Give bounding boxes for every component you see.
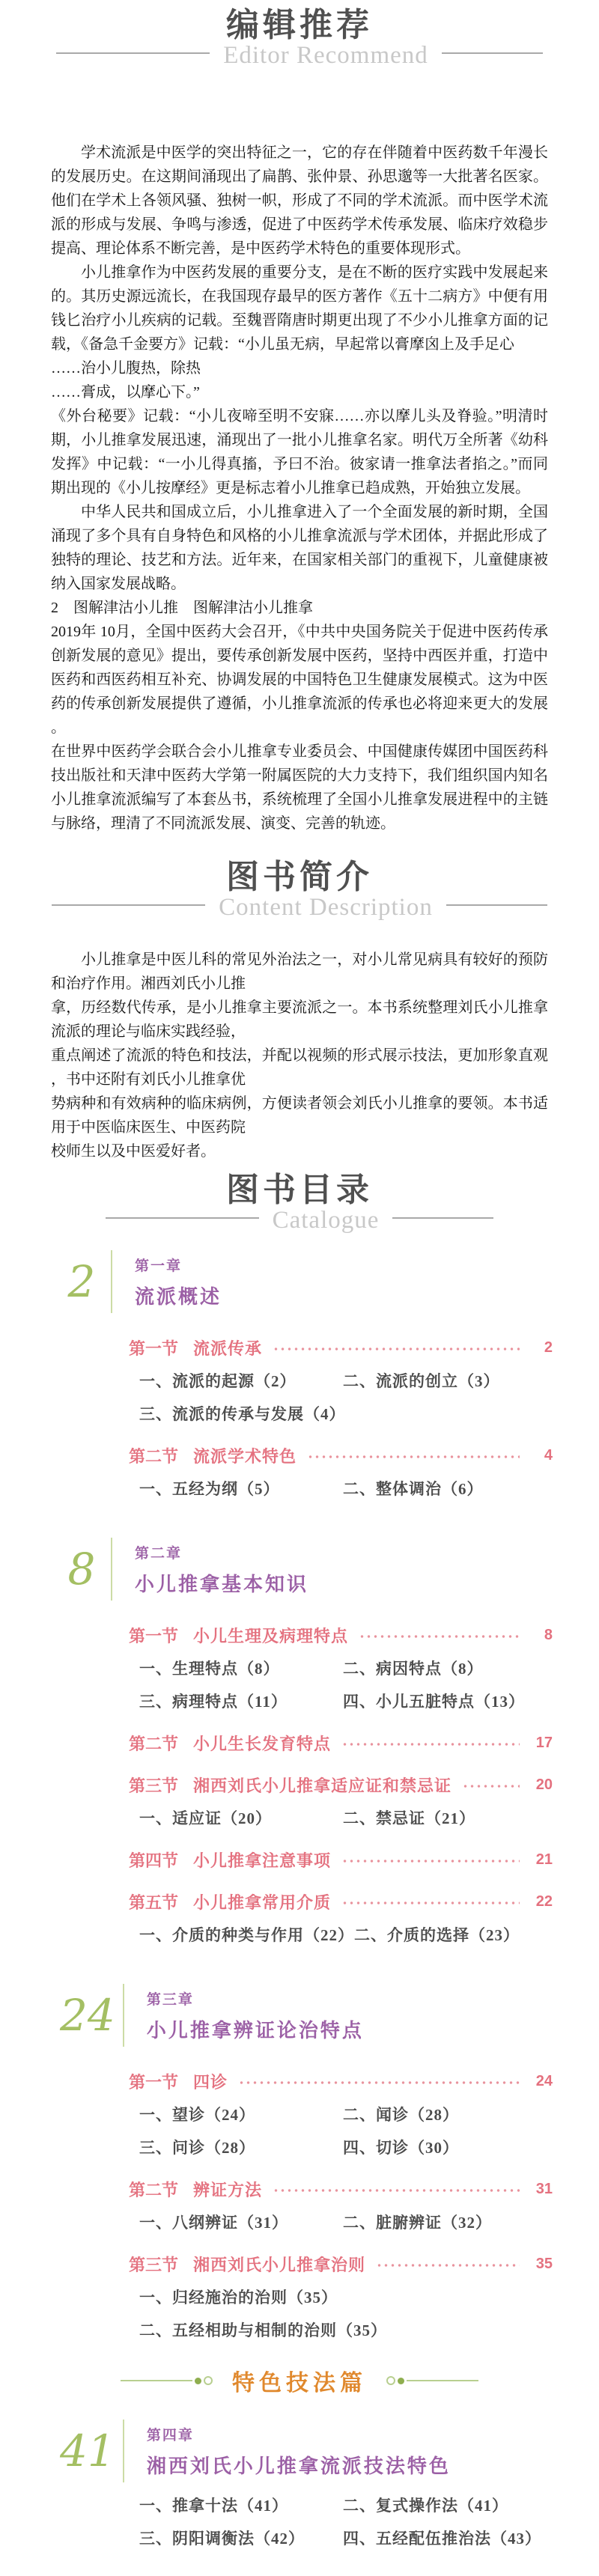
toc-section-row: [129, 1439, 553, 1472]
header-rule-right: [446, 904, 547, 906]
toc-item: 一、归经施治的治则（35）: [139, 2289, 338, 2306]
paragraph: 校师生以及中医爱好者。: [51, 1143, 216, 1160]
toc-section-title: 小儿推拿注意事项: [193, 1851, 332, 1870]
toc-item-row: [139, 2280, 569, 2313]
toc-item: 一、流派的起源（2）: [139, 1372, 297, 1390]
toc-section-title: 湘西刘氏小儿推拿适应证和禁忌证: [193, 1776, 452, 1795]
toc-item: 二、五经相助与相制的治则（35）: [139, 2321, 387, 2339]
paragraph: ……治小儿腹热，除热: [51, 360, 201, 377]
toc-item-row: [139, 2521, 569, 2554]
catalogue-subtitle: Catalogue: [272, 1207, 380, 1234]
toc-item: 二、介质的选择（23）: [354, 1926, 520, 1944]
toc-page-number: 4: [544, 1446, 553, 1464]
chapter-page-number: 41: [60, 2426, 115, 2476]
toc-item: 一、推拿十法（41）: [139, 2497, 288, 2515]
divider-dot-icon: [398, 2378, 404, 2384]
toc-section-number: 第二节: [129, 1446, 179, 1466]
divider-line-left: [121, 2380, 192, 2381]
toc-section-number: 第二节: [129, 1734, 179, 1753]
chapter-page-number: 2: [67, 1256, 96, 1307]
toc-item-row: [139, 1684, 569, 1717]
toc-item-row: [139, 2098, 569, 2131]
toc-chapter-1: [60, 1250, 599, 1313]
paragraph: 中华人民共和国成立后，小儿推拿进入了一个全面发展的新时期，全国涌现了多个具有自身特色和风格的小儿推拿流派与学术团体，并据此形成了独特的理论、技艺和方法。近年来，在国家相关部门的重视下，儿童健康被纳入国家发展战略。: [51, 504, 548, 592]
toc-item: 二、禁忌证（21）: [343, 1809, 475, 1827]
toc-item: 二、闻诊（28）: [343, 2106, 459, 2124]
part-divider: [0, 2364, 599, 2397]
paragraph: 2 图解津沽小儿推 图解津沽小儿推拿: [51, 600, 313, 616]
dotted-leader: [341, 1741, 520, 1748]
toc-section-number: 第四节: [129, 1851, 179, 1870]
catalogue: [0, 1250, 599, 2562]
toc-section-title: 小儿推拿常用介质: [193, 1893, 332, 1912]
toc-item: 二、复式操作法（41）: [343, 2497, 508, 2515]
toc-section-title: 流派传承: [193, 1339, 263, 1358]
content-description-title: 图书简介: [226, 859, 373, 895]
chapter-label: 第二章: [135, 1545, 183, 1562]
toc-section-row: [129, 1843, 553, 1876]
chapter-page-number: 8: [67, 1544, 96, 1595]
chapter-info: [135, 1542, 308, 1597]
chapter-rule: [123, 2420, 124, 2482]
chapter-page-number: 24: [60, 1990, 115, 2041]
toc-section-number: 第三节: [129, 1776, 179, 1795]
toc-item: 四、切诊（30）: [343, 2139, 459, 2157]
editor-recommend-title: 编辑推荐: [226, 7, 373, 43]
toc-section-row: [129, 1768, 553, 1801]
toc-item-row: [139, 1801, 569, 1834]
toc-section-row: [129, 2172, 553, 2205]
chapter-title: 流派概述: [135, 1285, 222, 1308]
toc-item-row: [139, 1472, 569, 1505]
toc-section-title: 四诊: [193, 2072, 228, 2092]
chapter-title: 小儿推拿辨证论治特点: [146, 2018, 364, 2041]
divider-ring-icon: [204, 2376, 213, 2385]
content-description-header: [0, 852, 599, 921]
paragraph: 2019年 10月，全国中医药大会召开，《中共中央国务院关于促进中医药传承创新发展的意见》提出，要传承创新发展中医药，坚持中西医并重，打造中医药和西医药相互补充、协调发展的中国特色卫生健康发展模式。这为中医药的传承创新发展提供了遵循，小儿推拿流派的传承也必将迎来更大的发展。: [51, 624, 548, 736]
editor-recommend-subtitle-row: [0, 42, 599, 69]
chapter-title: 小儿推拿基本知识: [135, 1572, 309, 1595]
toc-item-row: [139, 2313, 569, 2346]
toc-section-number: 第五节: [129, 1893, 179, 1912]
part-divider-label: 特色技法篇: [232, 2371, 367, 2396]
toc-section-row: [129, 2065, 553, 2098]
toc-section-number: 第一节: [129, 1339, 179, 1358]
dotted-leader: [359, 1633, 520, 1640]
toc-section-title: 小儿生理及病理特点: [193, 1626, 349, 1645]
header-rule-left: [52, 904, 205, 906]
chapter-rule: [111, 1538, 112, 1601]
toc-item: 三、流派的传承与发展（4）: [139, 1405, 346, 1423]
toc-page-number: 35: [535, 2255, 553, 2272]
dotted-leader: [462, 1782, 520, 1790]
paragraph: 势病种和有效病种的临床病例，方便读者领会刘氏小儿推拿的要领。本书适用于中医临床医生、中医药院: [51, 1095, 548, 1136]
chapter-info: [135, 1255, 222, 1309]
dotted-leader: [273, 2187, 520, 2194]
paragraph: 在世界中医药学会联合会小儿推拿专业委员会、中国健康传媒团中国医药科技出版社和天津中医药大学第一附属医院的大力支持下，我们组织国内知名小儿推拿流派编写了本套丛书，系统梳理了全国小儿推拿发展进程中的主链与脉络，理清了不同流派发展、演变、完善的轨迹。: [51, 743, 548, 832]
chapter-title: 湘西刘氏小儿推拿流派技法特色: [146, 2454, 451, 2477]
chapter-info: [147, 1988, 364, 2043]
chapter-label: 第四章: [146, 2427, 194, 2443]
editor-recommend-subtitle: Editor Recommend: [223, 42, 428, 69]
paragraph: 学术流派是中医学的突出特征之一，它的存在伴随着中医药数千年漫长的发展历史。在这期间涌现出了扁鹊、张仲景、孙思邈等一大批著名医家。他们在学术上各领风骚、独树一帜，形成了不同的学术流派。而中医学术流派的形成与发展、争鸣与渗透，促进了中医药学术传承发展、临床疗效稳步提高、理论体系不断完善，是中医药学术特色的重要体现形式。: [51, 144, 548, 257]
chapter-info: [147, 2424, 451, 2479]
dotted-leader: [376, 2262, 520, 2269]
divider-line-right: [407, 2380, 478, 2381]
toc-page-number: 31: [535, 2180, 553, 2197]
paragraph: 小儿推拿作为中医药发展的重要分支，是在不断的医疗实践中发展起来的。其历史源远流长，在我国现存最早的医方著作《五十二病方》中便有用钱匕治疗小儿疾病的记载。至魏晋隋唐时期更出现了不少小儿推拿方面的记载，《备急千金要方》记载：“小儿虽无病，早起常以膏摩囟上及手足心: [51, 264, 548, 353]
divider-ring-icon: [386, 2376, 395, 2385]
toc-item: 四、小儿五脏特点（13）: [343, 1693, 525, 1711]
catalogue-header: [0, 1165, 599, 1234]
content-description-body: [51, 948, 548, 1163]
toc-section-number: 第一节: [129, 2072, 179, 2092]
toc-item-row: [139, 1364, 569, 1397]
chapter-label: 第三章: [146, 1991, 194, 2008]
toc-page-number: 2: [544, 1339, 553, 1356]
toc-section-title: 湘西刘氏小儿推拿治则: [193, 2255, 366, 2274]
toc-item-row: [139, 1918, 569, 1951]
toc-section-number: 第一节: [129, 1626, 179, 1645]
toc-section-title: 流派学术特色: [193, 1446, 297, 1466]
toc-section-row: [129, 1331, 553, 1364]
toc-chapter-4: [60, 2420, 599, 2482]
toc-chapter-3: [60, 1984, 599, 2047]
toc-section-number: 第三节: [129, 2255, 179, 2274]
toc-page-number: 17: [535, 1734, 553, 1751]
header-rule-right: [392, 1217, 493, 1219]
toc-item: 四、五经配伍推治法（43）: [343, 2530, 541, 2548]
paragraph: 《外台秘要》记载：“小儿夜啼至明不安寐……亦以摩儿头及脊验。”明清时期，小儿推拿发展迅速，涌现出了一批小儿推拿名家。明代万全所著《幼科发挥》中记载：“一小儿得真搐，予曰不治。彼家请一推拿法者掐之。”而同期出现的《小儿按摩经》更是标志着小儿推拿已趋成熟，开始独立发展。: [51, 408, 548, 496]
toc-item-row: [139, 2205, 569, 2238]
toc-item: 一、适应证（20）: [139, 1809, 272, 1827]
toc-page-number: 20: [535, 1776, 553, 1793]
header-rule-right: [442, 52, 543, 54]
paragraph: 小儿推拿是中医儿科的常见外治法之一，对小儿常见病具有较好的预防和治疗作用。湘西刘氏小儿推: [51, 951, 548, 992]
toc-item-row: [139, 2488, 569, 2521]
catalogue-title: 图书目录: [226, 1172, 373, 1208]
toc-page-number: 8: [544, 1626, 553, 1643]
toc-item: 一、介质的种类与作用（22）: [139, 1926, 354, 1944]
toc-item: 三、问诊（28）: [139, 2139, 255, 2157]
toc-section-row: [129, 2247, 553, 2280]
chapter-rule: [111, 1250, 112, 1313]
editor-recommend-body: [51, 141, 548, 835]
toc-page-number: 21: [535, 1851, 553, 1868]
paragraph: 重点阐述了流派的特色和技法，并配以视频的形式展示技法，更加形象直观，书中还附有刘氏小儿推拿优: [51, 1047, 548, 1088]
toc-item: 二、流派的创立（3）: [343, 1372, 500, 1390]
chapter-label: 第一章: [135, 1258, 183, 1274]
toc-item: 一、望诊（24）: [139, 2106, 255, 2124]
header-rule-left: [56, 52, 210, 54]
toc-item: 二、整体调治（6）: [343, 1480, 484, 1498]
toc-item: 一、生理特点（8）: [139, 1660, 280, 1678]
dotted-leader: [307, 1453, 520, 1461]
dotted-leader: [341, 1857, 520, 1865]
dotted-leader: [238, 2079, 520, 2086]
toc-item-row: [139, 2131, 569, 2164]
toc-page-number: 22: [535, 1893, 553, 1910]
toc-section-title: 辨证方法: [193, 2180, 263, 2199]
toc-section-title: 小儿生长发育特点: [193, 1734, 332, 1753]
dotted-leader: [341, 1899, 520, 1907]
paragraph: 拿，历经数代传承，是小儿推拿主要流派之一。本书系统整理刘氏小儿推拿流派的理论与临床实践经验，: [51, 999, 548, 1040]
toc-section-row: [129, 1726, 553, 1759]
content-description-subtitle-row: [0, 894, 599, 921]
toc-item: 一、八纲辨证（31）: [139, 2214, 288, 2232]
toc-item: 二、脏腑辨证（32）: [343, 2214, 492, 2232]
toc-item: 一、五经为纲（5）: [139, 1480, 280, 1498]
toc-item-row: [139, 1651, 569, 1684]
dotted-leader: [273, 1345, 520, 1353]
toc-item-row: [139, 1397, 569, 1430]
toc-item: 三、病理特点（11）: [139, 1693, 288, 1711]
content-description-subtitle: Content Description: [219, 894, 433, 921]
toc-item: 二、病因特点（8）: [343, 1660, 484, 1678]
catalogue-subtitle-row: [0, 1207, 599, 1234]
toc-chapter-2: [60, 1538, 599, 1601]
toc-page-number: 24: [535, 2072, 553, 2089]
editor-recommend-header: [0, 0, 599, 69]
toc-section-row: [129, 1885, 553, 1918]
divider-dot-icon: [195, 2378, 201, 2384]
toc-item: 三、阴阳调衡法（42）: [139, 2530, 305, 2548]
toc-section-row: [129, 1619, 553, 1651]
header-rule-left: [106, 1217, 259, 1219]
toc-section-number: 第二节: [129, 2180, 179, 2199]
paragraph: ……膏成，以摩心下。”: [51, 384, 200, 401]
chapter-rule: [123, 1984, 124, 2047]
